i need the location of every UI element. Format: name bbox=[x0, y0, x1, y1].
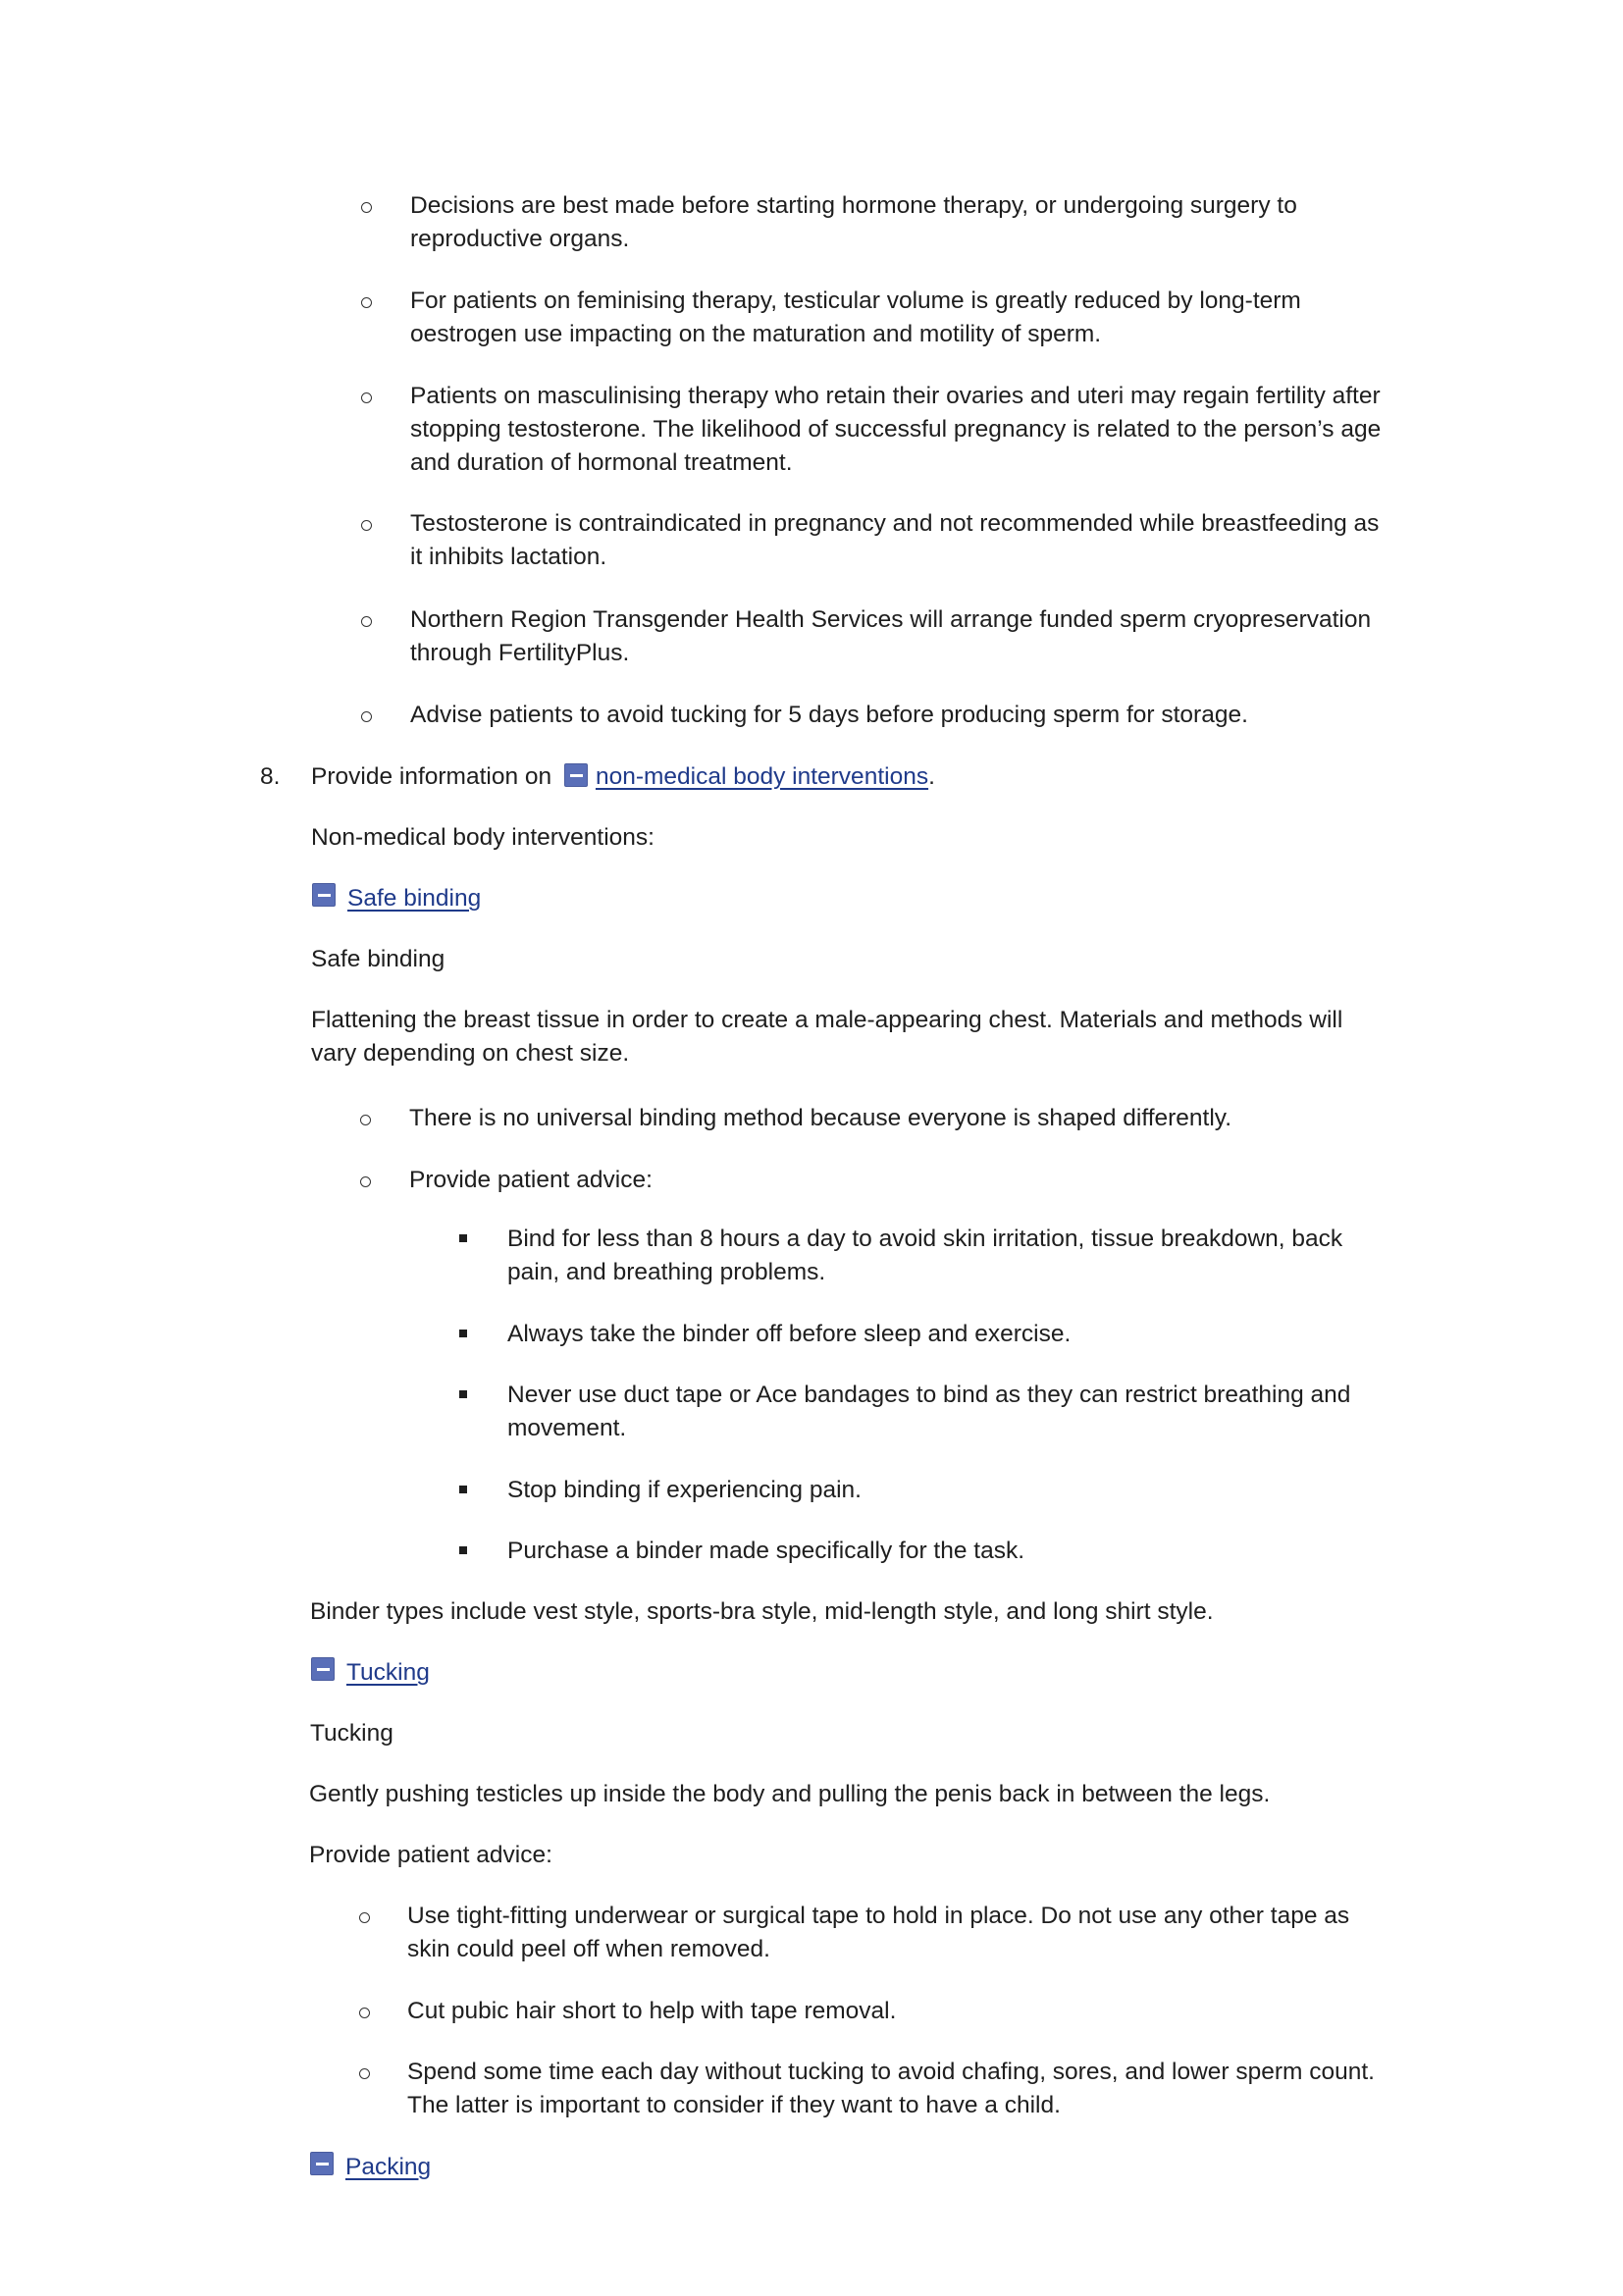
list-item: Patients on masculinising therapy who retain their ovaries and uteri may regain fertility after stopping testosterone. The likelihood of successful pregnancy is related to the person’s age and duration of hormonal treatment. bbox=[410, 383, 1382, 476]
non-medical-interventions-link[interactable]: non-medical body interventions bbox=[595, 763, 929, 790]
list-bullet bbox=[459, 1330, 467, 1337]
list-bullet bbox=[361, 297, 372, 308]
collapse-icon[interactable] bbox=[564, 763, 588, 787]
advice-item: Stop binding if experiencing pain. bbox=[507, 1477, 862, 1503]
list-bullet bbox=[359, 2068, 370, 2079]
list-item: Cut pubic hair short to help with tape removal. bbox=[407, 1998, 897, 2024]
list-bullet bbox=[361, 520, 372, 531]
advice-item: Never use duct tape or Ace bandages to bind as they can restrict breathing and movement. bbox=[507, 1382, 1351, 1441]
list-bullet bbox=[361, 616, 372, 627]
list-bullet bbox=[459, 1234, 467, 1242]
list-bullet bbox=[459, 1390, 467, 1398]
list-item: Northern Region Transgender Health Services will arrange funded sperm cryopreservation through FertilityPlus. bbox=[410, 606, 1372, 666]
list-bullet bbox=[360, 1115, 371, 1125]
step-8-suffix: . bbox=[928, 763, 935, 790]
collapse-icon[interactable] bbox=[311, 1657, 335, 1681]
list-item: There is no universal binding method because everyone is shaped differently. bbox=[409, 1105, 1232, 1131]
list-item: Testosterone is contraindicated in pregnancy and not recommended while breastfeeding as it inhibits lactation. bbox=[410, 510, 1380, 570]
step-number: 8. bbox=[260, 763, 281, 790]
tucking-toggle[interactable]: Tucking bbox=[346, 1659, 430, 1686]
safe-binding-title: Safe binding bbox=[311, 946, 445, 972]
collapse-icon[interactable] bbox=[312, 883, 336, 907]
list-item: Provide patient advice: bbox=[409, 1167, 653, 1193]
step-8-prefix: Provide information on bbox=[311, 763, 552, 790]
collapse-icon[interactable] bbox=[310, 2152, 334, 2175]
list-item: For patients on feminising therapy, testicular volume is greatly reduced by long-term oestrogen use impacting on the maturation and motility of sperm. bbox=[410, 287, 1301, 347]
list-bullet bbox=[359, 2008, 370, 2018]
list-item: Use tight-fitting underwear or surgical tape to hold in place. Do not use any other tape as skin could peel off when removed. bbox=[407, 1903, 1350, 1962]
advice-item: Purchase a binder made specifically for the task. bbox=[507, 1538, 1025, 1564]
list-bullet bbox=[459, 1486, 467, 1493]
tucking-advice-intro: Provide patient advice: bbox=[309, 1842, 552, 1868]
list-item: Decisions are best made before starting hormone therapy, or undergoing surgery to reproductive organs. bbox=[410, 192, 1297, 252]
advice-item: Bind for less than 8 hours a day to avoid skin irritation, tissue breakdown, back pain, and breathing problems. bbox=[507, 1226, 1343, 1285]
safe-binding-toggle[interactable]: Safe binding bbox=[347, 885, 482, 912]
step-8-text bbox=[311, 760, 1390, 794]
list-bullet bbox=[361, 711, 372, 722]
advice-item: Always take the binder off before sleep and exercise. bbox=[507, 1321, 1072, 1347]
list-bullet bbox=[360, 1176, 371, 1187]
list-item: Advise patients to avoid tucking for 5 days before producing sperm for storage. bbox=[410, 702, 1248, 728]
tucking-description: Gently pushing testicles up inside the body and pulling the penis back in between the legs. bbox=[309, 1781, 1271, 1807]
section-heading: Non-medical body interventions: bbox=[311, 824, 654, 851]
list-bullet bbox=[459, 1546, 467, 1554]
tucking-title: Tucking bbox=[310, 1720, 393, 1747]
list-item: Spend some time each day without tucking to avoid chafing, sores, and lower sperm count. The latter is important to consider if they want to have a child. bbox=[407, 2059, 1375, 2118]
packing-toggle[interactable]: Packing bbox=[345, 2154, 432, 2180]
safe-binding-description: Flattening the breast tissue in order to create a male-appearing chest. Materials and methods will vary depending on chest size. bbox=[311, 1007, 1343, 1067]
list-bullet bbox=[361, 202, 372, 213]
list-bullet bbox=[359, 1912, 370, 1923]
list-bullet bbox=[361, 392, 372, 403]
binder-types: Binder types include vest style, sports-bra style, mid-length style, and long shirt style. bbox=[310, 1598, 1214, 1625]
